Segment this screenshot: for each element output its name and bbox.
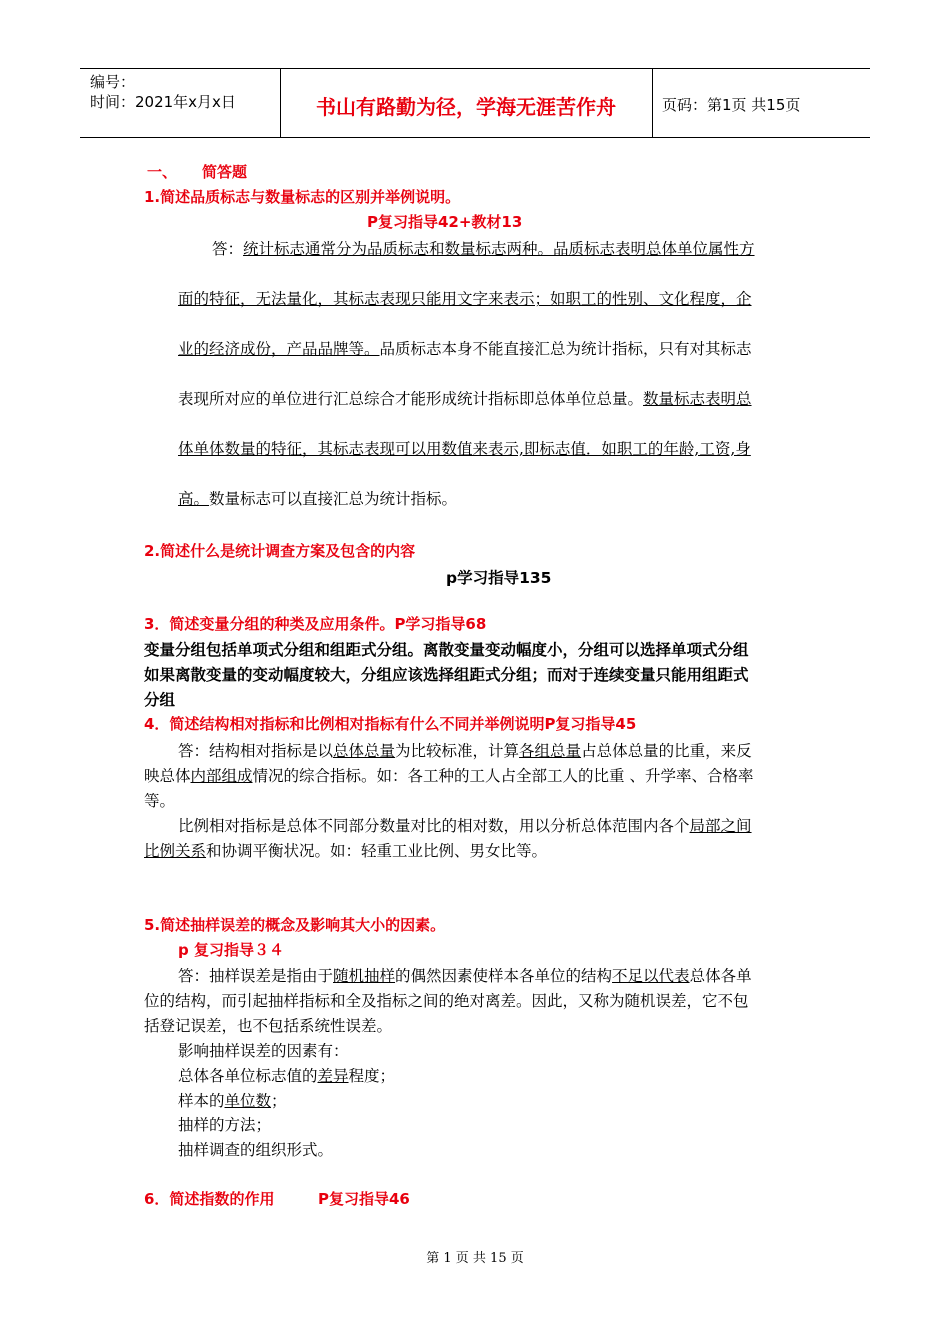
page-footer: 第 1 页 共 15 页 bbox=[426, 1251, 524, 1266]
q5-factor-1 bbox=[178, 1064, 395, 1086]
q5-underlined-text: 不足以代表 bbox=[612, 967, 690, 985]
q6-reference: P复习指导46 bbox=[318, 1190, 410, 1208]
q1-line-6 bbox=[178, 487, 457, 509]
q5-factor-3: 抽样的方法； bbox=[178, 1116, 272, 1134]
q1-underlined-text: 业的经济成份，产品品牌等。 bbox=[178, 340, 380, 358]
q4-text: 和协调平衡状况。如：轻重工业比例、男女比等。 bbox=[206, 842, 548, 860]
q1-underlined-text: 面的特征，无法量化，其标志表现只能用文字来表示；如职工的性别、文化程度，企 bbox=[178, 290, 752, 308]
q3-title: 3．简述变量分组的种类及应用条件。P学习指导68 bbox=[144, 615, 487, 633]
q5-line-3: 括登记误差，也不包括系统性误差。 bbox=[144, 1017, 393, 1035]
header-page-cell bbox=[652, 69, 870, 137]
q5-reference: p 复习指导３４ bbox=[178, 941, 284, 959]
q5-factor-4: 抽样调查的组织形式。 bbox=[178, 1141, 334, 1159]
q4-underlined-text: 总体总量 bbox=[333, 742, 396, 760]
q5-text: 程度； bbox=[348, 1067, 396, 1085]
q5-line-2: 位的结构，而引起抽样指标和全及指标之间的绝对离差。因此，又称为随机误差，它不包 bbox=[144, 992, 749, 1010]
q4-para1-line-2 bbox=[144, 764, 753, 786]
section-number: 一、 bbox=[147, 163, 178, 181]
q1-line-2 bbox=[178, 287, 752, 309]
q5-text: 总体各单位标志值的 bbox=[178, 1067, 318, 1085]
q1-title: 1.简述品质标志与数量标志的区别并举例说明。 bbox=[144, 188, 461, 206]
header-meta-cell bbox=[80, 69, 281, 137]
q5-factors-intro: 影响抽样误差的因素有： bbox=[178, 1042, 349, 1060]
q3-line-3: 分组 bbox=[144, 691, 176, 709]
time-label: 时间：2021年x月x日 bbox=[90, 93, 236, 111]
q3-line-1: 变量分组包括单项式分组和组距式分组。离散变量变动幅度小，分组可以选择单项式分组 bbox=[144, 641, 749, 659]
q1-underlined-text: 体单体数量的特征，其标志表现可以用数值来表示,即标志值．如职工的年龄,工资,身 bbox=[178, 440, 751, 458]
header-motto-cell bbox=[280, 69, 653, 137]
q1-text: 品质标志本身不能直接汇总为统计指标，只有对其标志 bbox=[379, 340, 752, 358]
q5-text: ； bbox=[271, 1092, 287, 1110]
q5-underlined-text: 随机抽样 bbox=[333, 967, 396, 985]
q4-para1-line-1 bbox=[178, 739, 752, 761]
q2-reference: p学习指导135 bbox=[446, 569, 552, 587]
q1-underlined-text: 统计标志通常分为品质标志和数量标志两种。品质标志表明总体单位属性方 bbox=[243, 240, 755, 258]
page-number-label: 页码：第1页 共15页 bbox=[662, 96, 801, 114]
q4-underlined-text: 局部之间 bbox=[689, 817, 752, 835]
section-title: 简答题 bbox=[202, 163, 248, 181]
q5-title: 5.简述抽样误差的概念及影响其大小的因素。 bbox=[144, 916, 446, 934]
q5-line-1 bbox=[178, 964, 752, 986]
q1-line-5 bbox=[178, 437, 751, 459]
number-label: 编号： bbox=[90, 73, 136, 91]
q4-para2-line-1 bbox=[178, 814, 752, 836]
q2-title: 2.简述什么是统计调查方案及包含的内容 bbox=[144, 542, 416, 560]
page-header bbox=[80, 68, 870, 138]
q4-text: 占总体总量的比重，来反 bbox=[581, 742, 752, 760]
q5-text: 总体各单 bbox=[689, 967, 752, 985]
q5-text: 样本的 bbox=[178, 1092, 225, 1110]
q5-text: 答：抽样误差是指由于 bbox=[178, 967, 334, 985]
q4-underlined-text: 各组总量 bbox=[519, 742, 582, 760]
q1-underlined-text: 数量标志表明总 bbox=[643, 390, 752, 408]
answer-prefix: 答： bbox=[212, 240, 244, 258]
q4-para2-line-2 bbox=[144, 839, 547, 861]
q5-factor-2 bbox=[178, 1089, 287, 1111]
q4-text: 情况的综合指标。如：各工种的工人占全部工人的比重 、升学率、合格率 bbox=[252, 767, 754, 785]
q4-text: 比例相对指标是总体不同部分数量对比的相对数，用以分析总体范围内各个 bbox=[178, 817, 690, 835]
q4-title: 4．简述结构相对指标和比例相对指标有什么不同并举例说明P复习指导45 bbox=[144, 715, 637, 733]
q1-text: 数量标志可以直接汇总为统计指标。 bbox=[209, 490, 458, 508]
q1-text: 表现所对应的单位进行汇总综合才能形成统计指标即总体单位总量。 bbox=[178, 390, 644, 408]
q4-underlined-text: 内部组成 bbox=[190, 767, 253, 785]
q4-underlined-text: 比例关系 bbox=[144, 842, 207, 860]
q4-para1-line-3: 等。 bbox=[144, 792, 176, 810]
q5-text: 的偶然因素使样本各单位的结构 bbox=[395, 967, 613, 985]
q4-text: 答：结构相对指标是以 bbox=[178, 742, 334, 760]
q1-underlined-text: 高。 bbox=[178, 490, 210, 508]
q1-line-4 bbox=[178, 387, 752, 409]
q6-title: 6．简述指数的作用 bbox=[144, 1190, 275, 1208]
q4-text: 映总体 bbox=[144, 767, 191, 785]
motto: 书山有路勤为径，学海无涯苦作舟 bbox=[316, 95, 616, 119]
q3-line-2: 如果离散变量的变动幅度较大，分组应该选择组距式分组；而对于连续变量只能用组距式 bbox=[144, 666, 749, 684]
q1-line-1 bbox=[212, 237, 755, 259]
q5-underlined-text: 单位数 bbox=[224, 1092, 272, 1110]
q4-text: 为比较标准，计算 bbox=[395, 742, 520, 760]
q1-reference: P复习指导42+教材13 bbox=[367, 213, 523, 231]
q5-underlined-text: 差异 bbox=[317, 1067, 349, 1085]
q1-line-3 bbox=[178, 337, 752, 359]
